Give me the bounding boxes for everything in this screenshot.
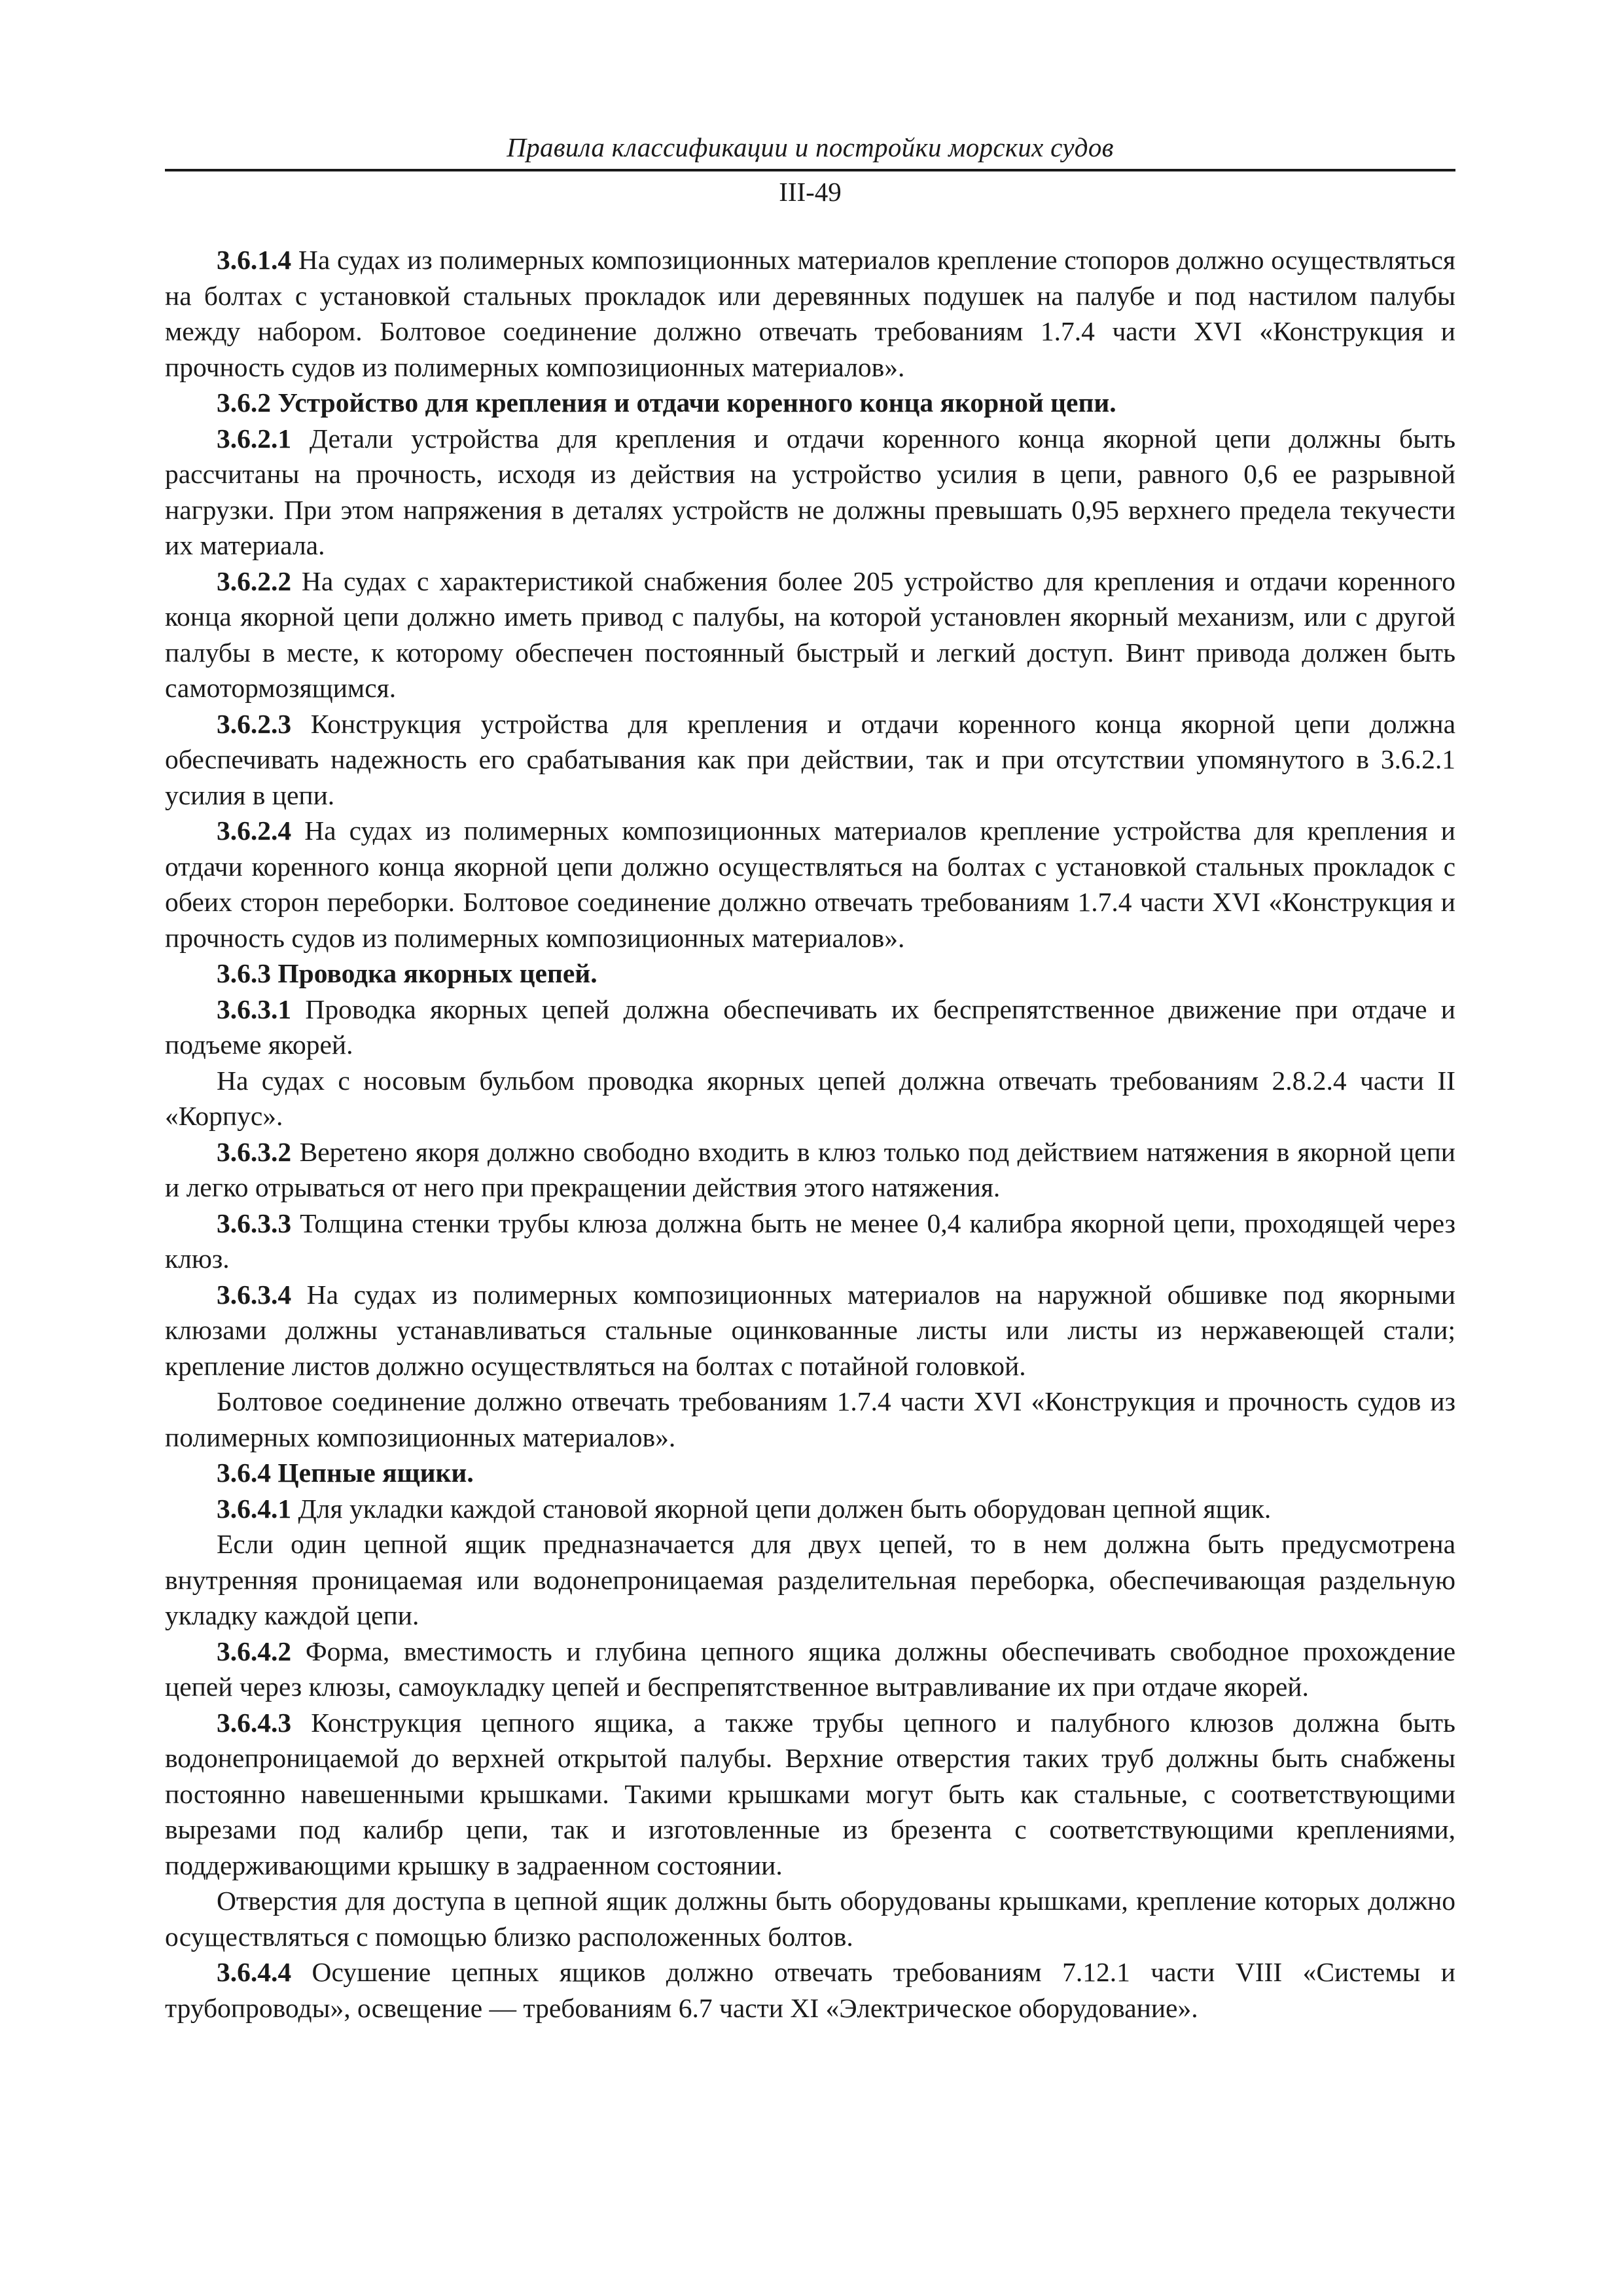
paragraph-3-6-4-3-cont [165, 1883, 1455, 1954]
clause-text: Проводка якорных цепей должна обеспечивать их беспрепятственное движение при отдаче и подъеме якорей. [165, 994, 1455, 1060]
clause-number: 3.6.2.3 [217, 708, 292, 739]
clause-text: На судах из полимерных композиционных материалов на наружной обшивке под якорными клюзами должны устанавливаться стальные оцинкованные листы или листы из нержавеющей стали; крепление листов должно осуществляться на болтах с потайной головкой. [165, 1279, 1455, 1381]
clause-number: 3.6.2.1 [217, 423, 292, 454]
section-heading-text: 3.6.2 Устройство для крепления и отдачи коренного конца якорной цепи. [217, 387, 1116, 418]
clause-number: 3.6.3.4 [217, 1279, 292, 1310]
clause-number: 3.6.3.2 [217, 1136, 292, 1167]
paragraph-3-6-3-4 [165, 1277, 1455, 1384]
clause-text: Веретено якоря должно свободно входить в клюз только под действием натяжения в якорной цепи и легко отрываться от него при прекращении действия этого натяжения. [165, 1136, 1455, 1202]
page-number: III-49 [779, 177, 842, 207]
section-heading-text: 3.6.3 Проводка якорных цепей. [217, 958, 597, 988]
clause-text: Конструкция цепного ящика, а также трубы цепного и палубного клюзов должна быть водонепроницаемой до верхней открытой палубы. Верхние отверстия таких труб должны быть снабжены постоянно навешенными крышками. Такими крышками могут быть как стальные, с соответствующими вырезами под калибр цепи, так и изготовленные из брезента с соответствующими креплениями, поддерживающими крышку в задраенном состоянии. [165, 1707, 1455, 1880]
paragraph-3-6-2-1 [165, 421, 1455, 564]
paragraph-3-6-4-1 [165, 1491, 1455, 1527]
clause-number: 3.6.4.1 [217, 1493, 292, 1524]
clause-number: 3.6.2.2 [217, 565, 292, 596]
paragraph-3-6-3-4-cont [165, 1384, 1455, 1455]
clause-text: Детали устройства для крепления и отдачи коренного конца якорной цепи должны быть рассчитаны на прочность, исходя из действия на устройство усилия в цепи, равного 0,6 ее разрывной нагрузки. При этом напряжения в деталях устройств не должны превышать 0,95 верхнего предела текучести их материала. [165, 423, 1455, 560]
clause-number: 3.6.3.3 [217, 1208, 292, 1238]
clause-text: Если один цепной ящик предназначается для двух цепей, то в нем должна быть предусмотрена внутренняя проницаемая или водонепроницаемая разделительная переборка, обеспечивающая раздельную укладку каждой цепи. [165, 1529, 1455, 1630]
paragraph-3-6-3-2 [165, 1134, 1455, 1206]
clause-number: 3.6.4.2 [217, 1636, 292, 1666]
paragraph-3-6-2-3 [165, 706, 1455, 814]
clause-text: Конструкция устройства для крепления и отдачи коренного конца якорной цепи должна обеспечивать надежность его срабатывания как при действии, так и при отсутствии упомянутого в 3.6.2.1 усилия в цепи. [165, 708, 1455, 810]
clause-text: Форма, вместимость и глубина цепного ящика должны обеспечивать свободное прохождение цепей через клюзы, самоукладку цепей и беспрепятственное вытравливание их при отдаче якорей. [165, 1636, 1455, 1702]
body-text [165, 242, 1455, 2026]
paragraph-3-6-3-1-cont [165, 1063, 1455, 1134]
paragraph-3-6-4-2 [165, 1634, 1455, 1705]
document-page [165, 131, 1455, 2026]
paragraph-3-6-4-4 [165, 1954, 1455, 2026]
paragraph-3-6-3-1 [165, 992, 1455, 1063]
clause-number: 3.6.1.4 [217, 245, 292, 275]
clause-text: Отверстия для доступа в цепной ящик должны быть оборудованы крышками, крепление которых должно осуществляться с помощью близко расположенных болтов. [165, 1886, 1455, 1952]
section-heading-3-6-4 [165, 1455, 1455, 1491]
clause-text: Толщина стенки трубы клюза должна быть не менее 0,4 калибра якорной цепи, проходящей через клюз. [165, 1208, 1455, 1274]
clause-text: Осушение цепных ящиков должно отвечать требованиям 7.12.1 части VIII «Системы и трубопроводы», освещение — требованиям 6.7 части XI «Электрическое оборудование». [165, 1957, 1455, 2023]
clause-number: 3.6.3.1 [217, 994, 292, 1024]
clause-text: Болтовое соединение должно отвечать требованиям 1.7.4 части XVI «Конструкция и прочность судов из полимерных композиционных материалов». [165, 1386, 1455, 1452]
clause-text: На судах с характеристикой снабжения более 205 устройство для крепления и отдачи коренного конца якорной цепи должно иметь привод с палубы, на которой установлен якорный механизм, или с другой палубы в месте, к которому обеспечен постоянный быстрый и легкий доступ. Винт привода должен быть самотормозящимся. [165, 565, 1455, 703]
paragraph-3-6-4-1-cont [165, 1526, 1455, 1634]
paragraph-3-6-1-4 [165, 242, 1455, 385]
clause-text: Для укладки каждой становой якорной цепи должен быть оборудован цепной ящик. [291, 1493, 1272, 1524]
clause-text: На судах с носовым бульбом проводка якорных цепей должна отвечать требованиям 2.8.2.4 части II «Корпус». [165, 1065, 1455, 1131]
clause-number: 3.6.2.4 [217, 816, 292, 846]
section-heading-3-6-3 [165, 956, 1455, 992]
paragraph-3-6-4-3 [165, 1705, 1455, 1884]
clause-number: 3.6.4.3 [217, 1707, 292, 1738]
section-heading-text: 3.6.4 Цепные ящики. [217, 1458, 474, 1488]
clause-number: 3.6.4.4 [217, 1957, 292, 1987]
clause-text: На судах из полимерных композиционных материалов крепление стопоров должно осуществляться на болтах с установкой стальных прокладок или деревянных подушек на палубе и под настилом палубы между набором. Болтовое соединение должно отвечать требованиям 1.7.4 части XVI «Конструкция и прочность судов из полимерных композиционных материалов». [165, 245, 1455, 382]
section-heading-3-6-2 [165, 385, 1455, 421]
paragraph-3-6-2-2 [165, 564, 1455, 706]
paragraph-3-6-2-4 [165, 813, 1455, 956]
running-header: Правила классификации и постройки морских судов [165, 131, 1455, 171]
paragraph-3-6-3-3 [165, 1206, 1455, 1277]
clause-text: На судах из полимерных композиционных материалов крепление устройства для крепления и отдачи коренного конца якорной цепи должно осуществляться на болтах с установкой стальных прокладок с обеих сторон переборки. Болтовое соединение должно отвечать требованиям 1.7.4 части XVI «Конструкция и прочность судов из полимерных композиционных материалов». [165, 816, 1455, 953]
